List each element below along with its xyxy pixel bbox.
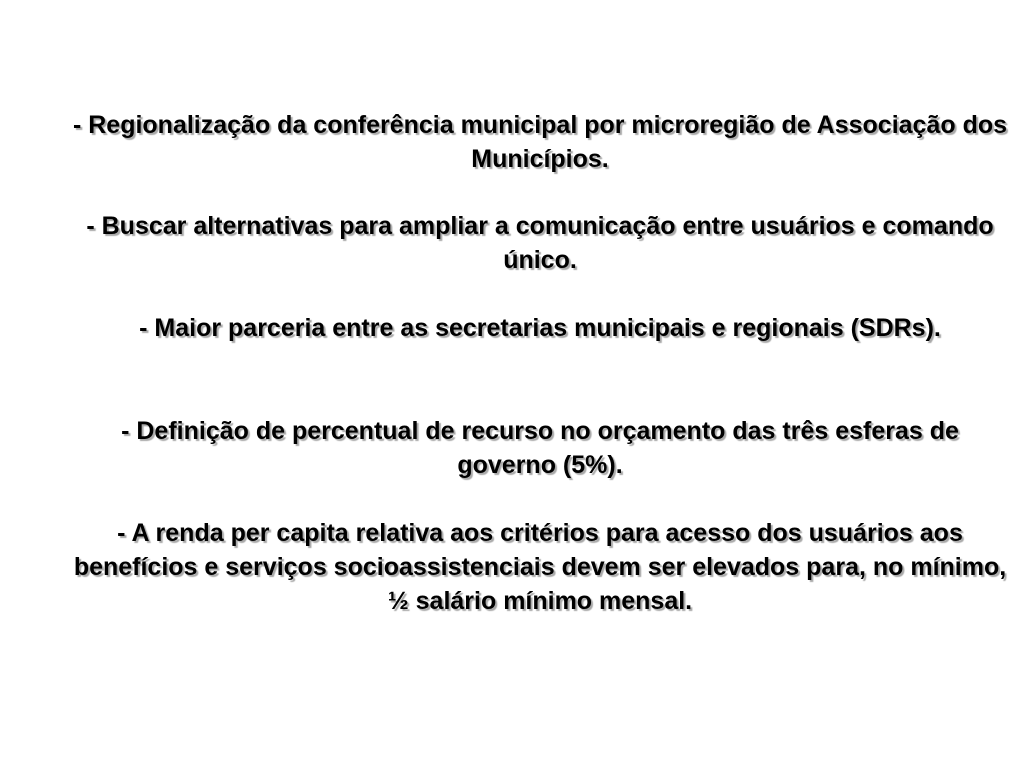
bullet-percentual-recurso: - Definição de percentual de recurso no orçamento das três esferas de governo (5%). (121, 417, 959, 479)
bullet-parceria: - Maior parceria entre as secretarias municipais e regionais (SDRs). (139, 314, 941, 342)
bullet-comunicacao: - Buscar alternativas para ampliar a comunicação entre usuários e comando único. (86, 212, 994, 274)
bullet-regionalizacao: - Regionalização da conferência municipal por microregião de Associação dos Municípios. (72, 111, 1008, 173)
bullet-renda-per-capita: - A renda per capita relativa aos critérios para acesso dos usuários aos benefícios e serviços socioassistenciais devem ser elevados para, no mínimo, ½ salário mínimo mensal. (73, 519, 1007, 615)
